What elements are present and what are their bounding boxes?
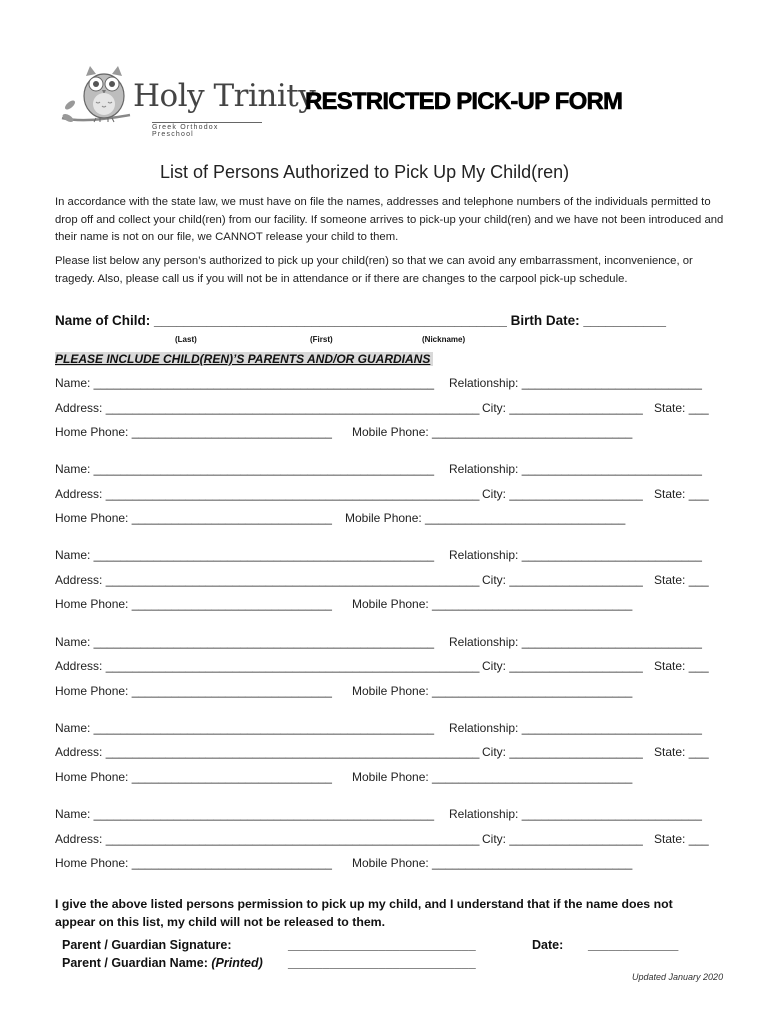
city-field[interactable]: City: ____________________ — [482, 572, 643, 587]
mobile-phone-field[interactable]: Mobile Phone: ______________________________ — [352, 597, 633, 612]
mobile-phone-field[interactable]: Mobile Phone: ______________________________ — [352, 425, 633, 439]
printed-name-line[interactable]: ___________________________ — [288, 956, 476, 970]
home-phone-field[interactable]: Home Phone: ______________________________ — [55, 597, 332, 612]
intro-paragraph-2: Please list below any person’s authorized to pick up your child(ren) so that we can avoid any embarrassment, inconvenience, or tragedy. Also, please call us if you will not be in attendance or if there are changes to the carpool pick-up schedule. — [55, 255, 693, 285]
printed-name-text: Parent / Guardian Name: — [62, 956, 212, 970]
relationship-field[interactable]: Relationship: ___________________________ — [449, 462, 702, 477]
name-field[interactable]: Name: ___________________________________________________ — [55, 548, 435, 563]
printed-note: (Printed) — [211, 956, 263, 970]
home-phone-field[interactable]: Home Phone: ______________________________ — [55, 856, 332, 870]
updated-note: Updated January 2020 — [632, 972, 724, 982]
printed-name-label — [62, 956, 263, 970]
child-first-caption: (First) — [310, 335, 333, 344]
name-field[interactable]: Name: ___________________________________________________ — [55, 720, 435, 735]
mobile-phone-field[interactable]: Mobile Phone: ______________________________ — [352, 856, 633, 870]
state-field[interactable]: State: ___ — [654, 486, 709, 501]
address-field[interactable]: Address: ________________________________________________________ — [55, 831, 480, 846]
intro-paragraph-1: In accordance with the state law, we must have on file the names, addresses and telephone numbers of the individuals permitted to drop off and collect your child(ren) from our facility. If someone arrives to pick-up your child(ren) and we have not been introduced and their name is not on our file, we CANNOT release your child to them. — [55, 196, 724, 243]
address-field[interactable]: Address: ________________________________________________________ — [55, 400, 480, 415]
mobile-phone-field[interactable]: Mobile Phone: ______________________________ — [352, 769, 633, 784]
home-phone-field[interactable]: Home Phone: ______________________________ — [55, 683, 332, 698]
relationship-field[interactable]: Relationship: ___________________________ — [449, 807, 702, 821]
child-nickname-caption: (Nickname) — [422, 335, 466, 344]
address-field[interactable]: Address: ________________________________________________________ — [55, 745, 480, 760]
relationship-field[interactable]: Relationship: ___________________________ — [449, 376, 702, 390]
name-field[interactable]: Name: ___________________________________________________ — [55, 807, 435, 821]
relationship-field[interactable]: Relationship: ___________________________ — [449, 720, 702, 735]
consent-statement: I give the above listed persons permission to pick up my child, and I understand that if the name does not appear on this list, my child will not be released to them. — [55, 897, 673, 929]
form-title: RESTRICTED PICK-UP FORM — [305, 88, 623, 115]
address-field[interactable]: Address: ________________________________________________________ — [55, 572, 480, 587]
state-field[interactable]: State: ___ — [654, 572, 709, 587]
signature-label: Parent / Guardian Signature: — [62, 938, 232, 952]
child-name-label: Name of Child: _______________________________________________ — [55, 313, 507, 328]
address-field[interactable]: Address: ________________________________________________________ — [55, 659, 480, 674]
city-field[interactable]: City: ____________________ — [482, 745, 643, 760]
city-field[interactable]: City: ____________________ — [482, 486, 643, 501]
home-phone-field[interactable]: Home Phone: ______________________________ — [55, 425, 332, 439]
relationship-field[interactable]: Relationship: ___________________________ — [449, 634, 702, 649]
name-field[interactable]: Name: ___________________________________________________ — [55, 376, 435, 390]
name-field[interactable]: Name: ___________________________________________________ — [55, 634, 435, 649]
mobile-phone-field[interactable]: Mobile Phone: ______________________________ — [345, 511, 626, 526]
city-field[interactable]: City: ____________________ — [482, 831, 643, 846]
signature-line[interactable]: ___________________________ — [288, 938, 476, 952]
relationship-field[interactable]: Relationship: ___________________________ — [449, 548, 702, 563]
address-field[interactable]: Address: ________________________________________________________ — [55, 486, 480, 501]
state-field[interactable]: State: ___ — [654, 659, 709, 674]
child-name-field[interactable] — [55, 313, 666, 328]
birth-date-label: Birth Date: ___________ — [510, 313, 666, 328]
state-field[interactable]: State: ___ — [654, 745, 709, 760]
date-label: Date: — [532, 938, 564, 952]
home-phone-field[interactable]: Home Phone: ______________________________ — [55, 769, 332, 784]
state-field[interactable]: State: ___ — [654, 831, 709, 846]
mobile-phone-field[interactable]: Mobile Phone: ______________________________ — [352, 683, 633, 698]
section-heading: PLEASE INCLUDE CHILD(REN)’S PARENTS AND/OR GUARDIANS — [55, 352, 433, 366]
form-subtitle: List of Persons Authorized to Pick Up My Child(ren) — [160, 162, 570, 182]
state-field[interactable]: State: ___ — [654, 400, 709, 415]
child-last-caption: (Last) — [175, 335, 197, 344]
logo-name: Holy Trinity — [133, 78, 316, 114]
logo-subtitle: Greek Orthodox Preschool — [152, 122, 262, 138]
date-line[interactable]: _____________ — [588, 938, 679, 952]
city-field[interactable]: City: ____________________ — [482, 400, 643, 415]
city-field[interactable]: City: ____________________ — [482, 659, 643, 674]
name-field[interactable]: Name: ___________________________________________________ — [55, 462, 435, 477]
home-phone-field[interactable]: Home Phone: ______________________________ — [55, 511, 332, 526]
owl-icon — [60, 60, 140, 140]
